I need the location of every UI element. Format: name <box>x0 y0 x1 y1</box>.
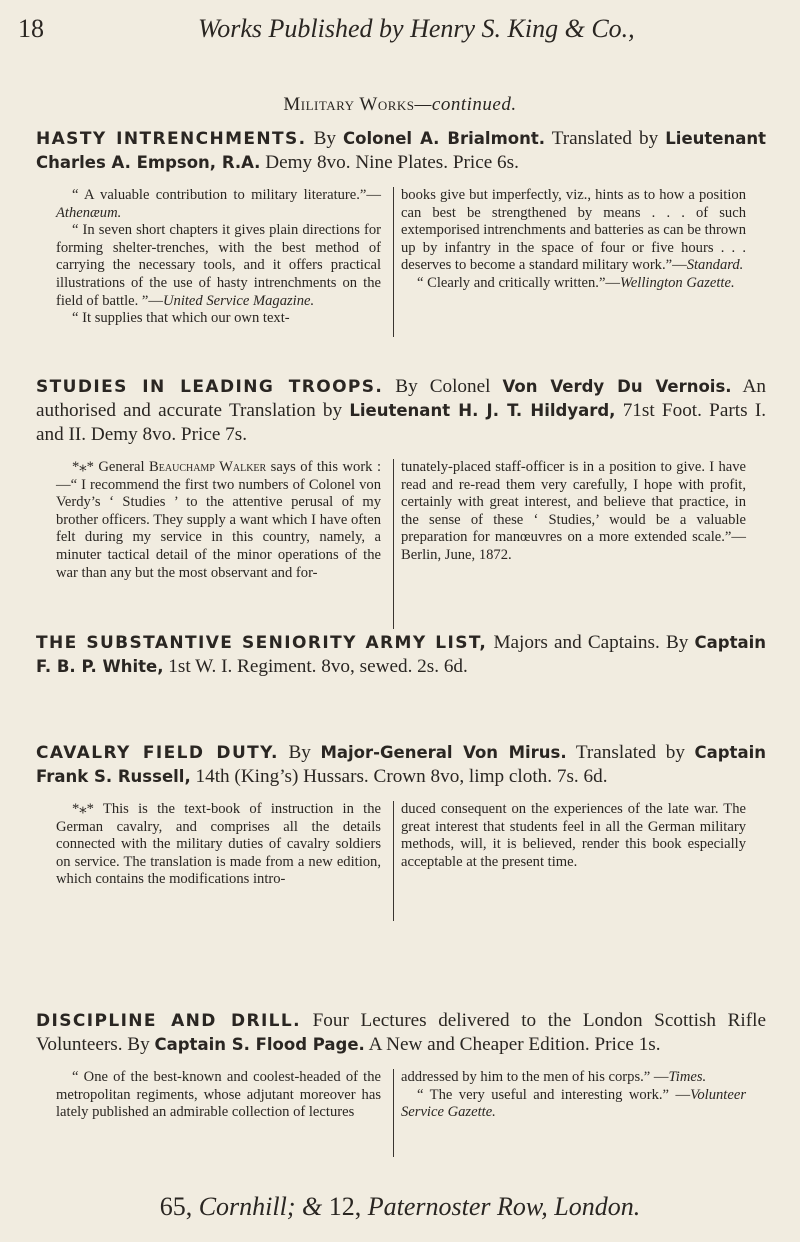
review-columns <box>36 1069 766 1164</box>
entry-translator: Lieutenant H. J. T. Hildyard, <box>349 401 616 420</box>
entry-translator: Lieutenant Charles A. Empson, R.A. <box>36 129 766 172</box>
running-head <box>18 14 778 54</box>
review-right: duced consequent on the experiences of the late war. The great interest that students feel in all the German military methods, will, it is believed, render this book especially acceptable at the present time. <box>401 801 746 870</box>
entry-author: Captain S. Flood Page. <box>154 1035 365 1054</box>
entry-title: CAVALRY FIELD DUTY. <box>36 743 279 763</box>
entry-title: DISCIPLINE AND DRILL. <box>36 1011 301 1031</box>
publisher-address: 65, Cornhill; & 12, Paternoster Row, London. <box>159 1192 641 1221</box>
entry-heading: DISCIPLINE AND DRILL. Four Lectures delivered to the London Scottish Rifle Volunteers. By Captain S. Flood Page. A New and Cheaper Edition. Price 1s. <box>36 1010 766 1055</box>
entry-seniority-army-list <box>36 631 766 679</box>
review-columns <box>36 459 766 634</box>
review-right: addressed by him to the men of his corps.” —Times. “ The very useful and interesting work.” —Volunteer Service Gazette. <box>401 1069 746 1121</box>
section-continued: —continued. <box>414 94 517 115</box>
column-rule <box>393 187 394 337</box>
review-right: books give but imperfectly, viz., hints as to how a position can best be strengthened by means . . . of such extemporised intrenchments and batteries as can be thrown up by infantry in the space of four or five hours . . . deserves to become a standard military work.”—Standard. “ Clearly and critically written.”—Wellington Gazette. <box>401 187 746 291</box>
section-label: Military Works <box>283 94 415 115</box>
page-number: 18 <box>18 14 44 43</box>
entry-heading: HASTY INTRENCHMENTS. By Colonel A. Brialmont. Translated by Lieutenant Charles A. Empson, R.A. Demy 8vo. Nine Plates. Price 6s. <box>36 128 766 173</box>
entry-heading: STUDIES IN LEADING TROOPS. By Colonel Von Verdy Du Vernois. An authorised and accurate Translation by Lieutenant H. J. T. Hildyard, 71st Foot. Parts I. and II. Demy 8vo. Price 7s. <box>36 376 766 445</box>
review-left: *⁎* General Beauchamp Walker says of this work :—“ I recommend the first two numbers of Colonel von Verdy’s ‘ Studies ’ to the attentive perusal of my brother officers. They supply a want which I have often felt during my service in this country, namely, a minuter tactical detail of the minor operations of the war than any but the most observant and for- <box>56 459 381 581</box>
section-heading <box>0 94 800 116</box>
running-title: Works Published by Henry S. King & Co., <box>198 14 635 43</box>
review-columns <box>36 187 766 345</box>
review-columns <box>36 801 766 926</box>
entry-studies-leading-troops <box>36 375 766 634</box>
entry-author: Colonel A. Brialmont. <box>343 129 545 148</box>
entry-hasty-intrenchments <box>36 127 766 345</box>
review-left: *⁎* This is the text-book of instruction in the German cavalry, and comprises all the details connected with the military duties of cavalry soldiers on service. The translation is made from a new edition, which contains the modifications intro- <box>56 801 381 888</box>
entry-author: Captain F. B. P. White, <box>36 633 766 676</box>
entry-heading: THE SUBSTANTIVE SENIORITY ARMY LIST, Majors and Captains. By Captain F. B. P. White, 1st W. I. Regiment. 8vo, sewed. 2s. 6d. <box>36 632 766 677</box>
entry-title: THE SUBSTANTIVE SENIORITY ARMY LIST, <box>36 633 488 653</box>
column-rule <box>393 459 394 629</box>
column-rule <box>393 801 394 921</box>
entry-translator: Captain Frank S. Russell, <box>36 743 766 786</box>
review-right: tunately-placed staff-officer is in a position to give. I have read and re-read them very carefully, I hope with profit, certainly with great interest, and believe that practice, in the sense of these ‘ Studies,’ would be a valuable preparation for manœuvres on a more extended scale.”—Berlin, June, 1872. <box>401 459 746 563</box>
entry-cavalry-field-duty <box>36 741 766 926</box>
entry-discipline-and-drill <box>36 1009 766 1164</box>
review-left: “ One of the best-known and coolest-headed of the metropolitan regiments, whose adjutant moreover has lately published an admirable collection of lectures <box>56 1069 381 1121</box>
entry-author: Major-General Von Mirus. <box>320 743 567 762</box>
review-left: “ A valuable contribution to military literature.”—Athenæum. “ In seven short chapters it gives plain directions for forming shelter-trenches, with the best method of carrying the necessary tools, and it offers practical illustrations of the use of hasty intrenchments on the field of battle. ”—United Service Magazine. “ It supplies that which our own text- <box>56 187 381 327</box>
entry-title: HASTY INTRENCHMENTS. <box>36 129 307 149</box>
entry-title: STUDIES IN LEADING TROOPS. <box>36 377 384 397</box>
entry-heading: CAVALRY FIELD DUTY. By Major-General Von Mirus. Translated by Captain Frank S. Russell, 14th (King’s) Hussars. Crown 8vo, limp cloth. 7s. 6d. <box>36 742 766 787</box>
entry-author: Von Verdy Du Vernois. <box>502 377 732 396</box>
column-rule <box>393 1069 394 1157</box>
